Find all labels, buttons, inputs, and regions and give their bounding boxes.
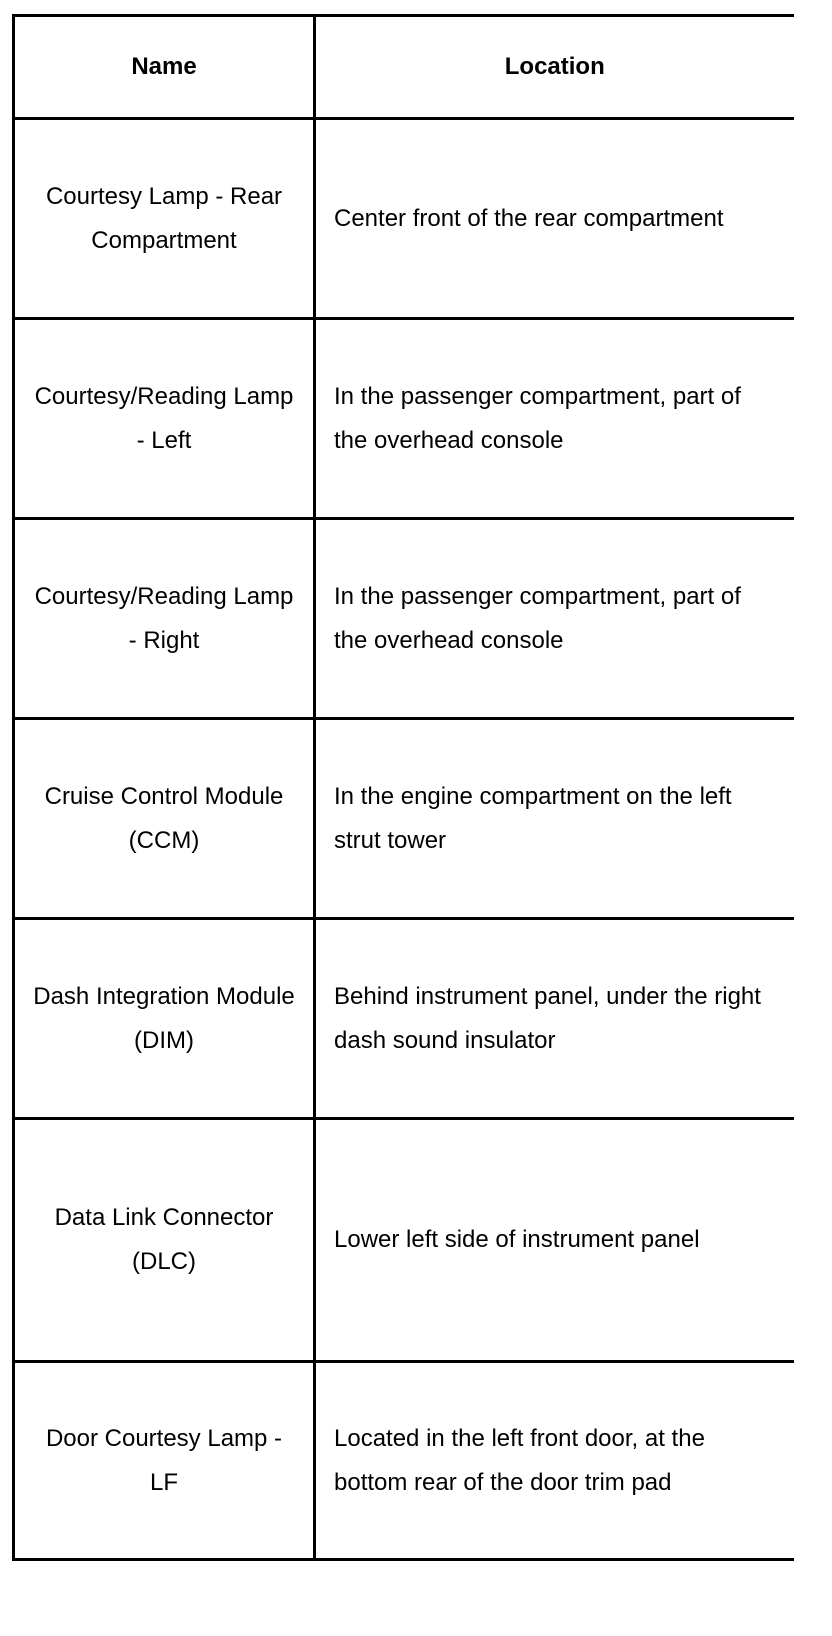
location-cell: Lower left side of instrument panel [315, 1119, 794, 1362]
header-row [14, 16, 794, 119]
name-cell: Dash Integration Module (DIM) [14, 919, 315, 1119]
name-cell: Cruise Control Module (CCM) [14, 719, 315, 919]
name-cell: Courtesy/Reading Lamp - Right [14, 519, 315, 719]
location-cell: Located in the left front door, at the bottom rear of the door trim pad [315, 1362, 794, 1560]
table-row [14, 519, 794, 719]
name-cell: Door Courtesy Lamp - LF [14, 1362, 315, 1560]
table-body [14, 119, 794, 1560]
location-cell: In the engine compartment on the left strut tower [315, 719, 794, 919]
table-row [14, 719, 794, 919]
table-header [14, 16, 794, 119]
header-name: Name [14, 16, 315, 119]
header-location: Location [315, 16, 794, 119]
table-row [14, 1362, 794, 1560]
table-row [14, 919, 794, 1119]
table-row [14, 1119, 794, 1362]
name-cell: Data Link Connector (DLC) [14, 1119, 315, 1362]
name-cell: Courtesy Lamp - Rear Compartment [14, 119, 315, 319]
name-cell: Courtesy/Reading Lamp - Left [14, 319, 315, 519]
location-cell: Behind instrument panel, under the right dash sound insulator [315, 919, 794, 1119]
table-row [14, 319, 794, 519]
component-location-table [12, 14, 794, 1561]
location-cell: In the passenger compartment, part of the overhead console [315, 319, 794, 519]
table-row [14, 119, 794, 319]
location-cell: In the passenger compartment, part of the overhead console [315, 519, 794, 719]
location-cell: Center front of the rear compartment [315, 119, 794, 319]
